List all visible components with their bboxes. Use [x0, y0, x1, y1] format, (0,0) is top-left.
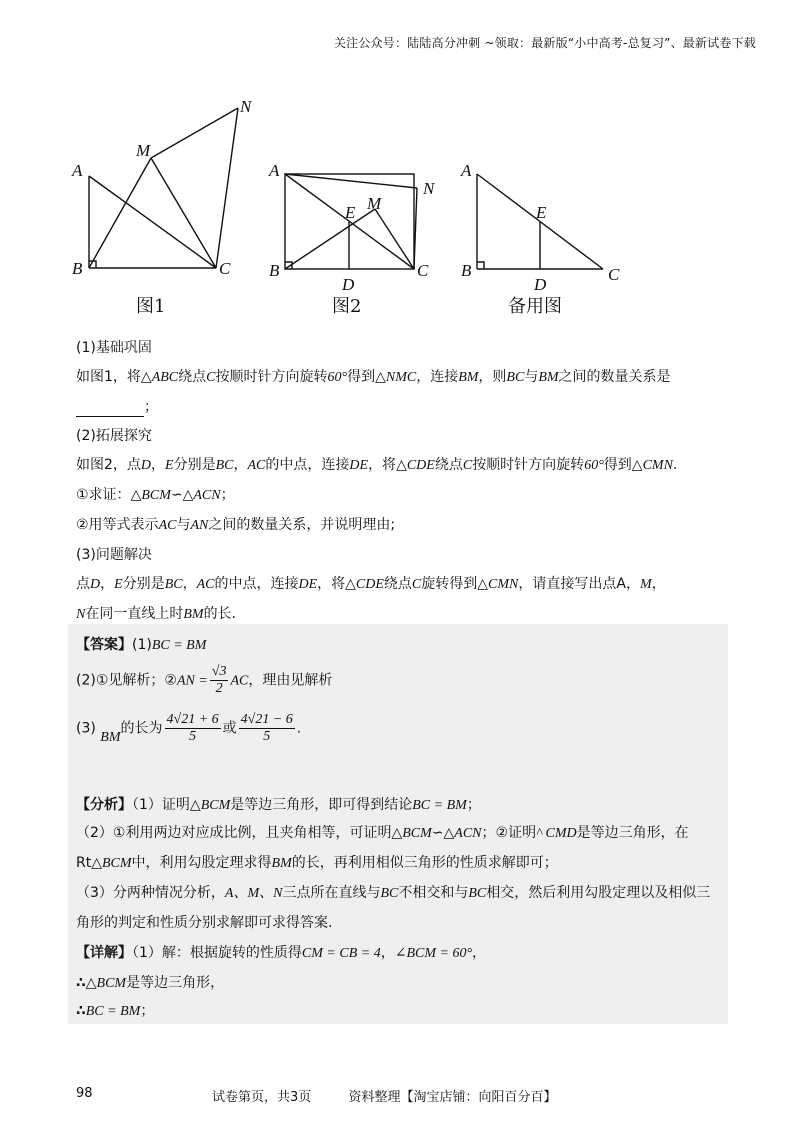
fig2-point-n: N [423, 179, 435, 198]
page-footer: 试卷第页，共3页 资料整理【淘宝店铺：向阳百分百】 [212, 1090, 557, 1105]
analysis-line5: 角形的判定和性质分别求解即可求得答案. [76, 915, 333, 931]
detail-line2: ∴△BCM是等边三角形， [76, 975, 225, 991]
part3-line1: 点D，E分别是BC，AC的中点，连接DE，将△CDE绕点C旋转得到△CMN，请直接写出点A，M， [76, 576, 666, 592]
fig2-point-m: M [367, 194, 382, 213]
part2-line3: ②用等式表示AC与AN之间的数量关系，并说明理由; [76, 517, 396, 533]
answer-line1: 【答案】(1)BC = BM [76, 637, 207, 653]
fig1-point-n: N [240, 97, 252, 116]
analysis-line2: （2）①利用两边对应成比例，且夹角相等，可证明△BCM∽△ACN；②证明^ CMD是等边三角形，在 [76, 825, 689, 841]
answer-line2: (2)①见解析；②AN = $\frac{√3}{2}$ AC，理由见解析 [76, 664, 333, 696]
fig2-point-b: B [269, 261, 280, 280]
detail-line1: 【详解】（1）解：根据旋转的性质得CM = CB = 4，∠BCM = 60°， [76, 945, 487, 961]
page-header: 关注公众号：陆陆高分冲刺 ~领取：最新版“小中高考-总复习”、最新试卷下载 [333, 36, 756, 50]
analysis-line1: 【分析】（1）证明△BCM是等边三角形，即可得到结论BC = BM； [76, 797, 481, 813]
fig1-point-a: A [72, 161, 83, 180]
fig3-point-c: C [608, 265, 620, 284]
fraction-1: $\frac{4√21 + 6}{5}$ [166, 712, 219, 744]
fig2-caption: 图2 [332, 296, 362, 317]
fig3-caption: 备用图 [508, 296, 562, 317]
part1-title: (1)基础巩固 [76, 340, 152, 356]
fig3-point-d: D [534, 275, 547, 294]
analysis-line4: （3）分两种情况分析，A、M、N三点所在直线与BC不相交和与BC相交，然后利用勾股定理以及相似三 [76, 885, 711, 901]
answer-line3: (3) BM的长为 $\frac{4√21 + 6}{5}$ 或 $\frac{4√21 - 6}{5}$ . [76, 712, 302, 745]
fig1-point-c: C [219, 259, 231, 278]
fig2-segment-bm [285, 209, 375, 269]
fig1-segment-bm [89, 158, 151, 268]
fig3-point-b: B [461, 261, 472, 280]
fig2-point-d: D [342, 275, 355, 294]
geometry-figures [68, 92, 628, 332]
fig2-segment-mc [375, 209, 414, 269]
fig1-segment-ac [89, 176, 216, 268]
fig2-point-c: C [417, 261, 429, 280]
fig1-caption: 图1 [136, 296, 166, 317]
part1-line1: 如图1，将△ABC绕点C按顺时针方向旋转60°得到△NMC，连接BM，则BC与BM之间的数量关系是 [76, 369, 671, 385]
analysis-line3: Rt△BCM中，利用勾股定理求得BM的长，再利用相似三角形的性质求解即可； [76, 855, 558, 871]
part2-line1: 如图2，点D，E分别是BC，AC的中点，连接DE，将△CDE绕点C按顺时针方向旋转60°得到△CMN. [76, 457, 678, 473]
fig3-point-a: A [461, 161, 472, 180]
part3-title: (3)问题解决 [76, 547, 152, 563]
answer-blank [76, 402, 144, 417]
part2-title: (2)拓展探究 [76, 428, 152, 444]
fig1-segment-mc [151, 158, 216, 268]
part1-line2: ； [76, 397, 724, 417]
detail-line3: ∴BC = BM； [76, 1003, 155, 1019]
fig1-segment-mn [151, 108, 238, 158]
part3-line2: N在同一直线上时BM的长. [76, 606, 237, 622]
part2-line2: ①求证：△BCM∽△ACN； [76, 487, 235, 503]
page-number: 98 [76, 1086, 93, 1101]
fig3-point-e: E [536, 203, 547, 222]
figure-3 [460, 161, 620, 317]
fig2-point-e: E [345, 203, 356, 222]
figure-1 [71, 97, 253, 317]
fig1-point-b: B [72, 259, 83, 278]
question-body [76, 338, 724, 634]
fig1-point-m: M [136, 141, 151, 160]
fraction-2: $\frac{4√21 - 6}{5}$ [240, 712, 293, 744]
fig3-right-angle-mark [477, 262, 484, 269]
fig2-point-a: A [269, 161, 280, 180]
figure-2 [268, 161, 436, 317]
fraction: $\frac{√3}{2}$ [211, 664, 227, 696]
fig1-segment-nc [216, 108, 238, 268]
fig2-segment-an [285, 174, 417, 188]
figure-group [68, 92, 628, 332]
